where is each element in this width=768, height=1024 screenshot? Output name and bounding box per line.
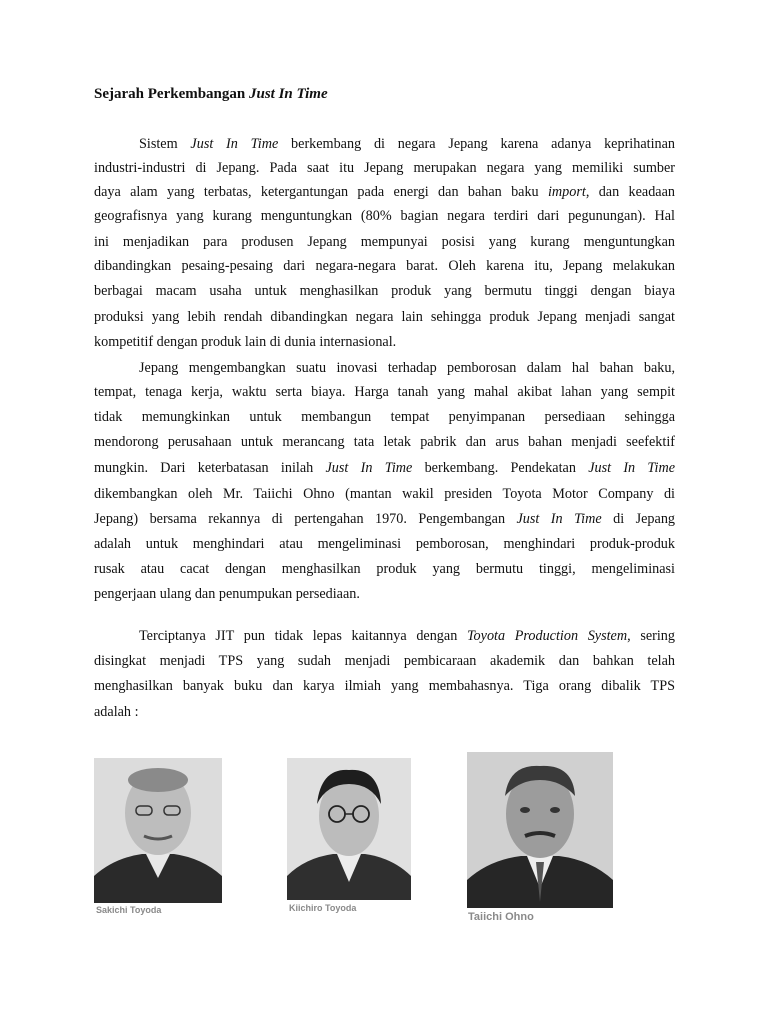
text-line <box>94 281 675 301</box>
text-line <box>94 534 675 554</box>
text-line <box>94 458 675 478</box>
heading-emphasis: Just In Time <box>249 86 328 102</box>
portrait-image <box>467 752 613 908</box>
text-segment: produksi yang lebih rendah dibandingkan negara lain sehingga produk Jepang menjadi sangat <box>94 309 675 325</box>
text-line <box>94 232 675 252</box>
portrait-image <box>287 758 411 900</box>
portrait-image <box>94 758 222 903</box>
text-segment: dibandingkan pesaing-pesaing dari negara-negara barat. Oleh karena itu, Jepang melakukan <box>94 258 675 274</box>
text-line <box>94 307 675 327</box>
text-line <box>94 484 675 504</box>
text-segment: disingkat menjadi TPS yang sudah menjadi pembicaraan akademik dan bahkan telah <box>94 653 675 669</box>
text-segment: Sistem <box>139 136 191 152</box>
text-line <box>94 332 675 352</box>
text-line <box>94 158 675 178</box>
text-segment: adalah untuk menghindari atau mengeliminasi pemborosan, menghindari produk-produk <box>94 536 675 552</box>
text-line <box>94 676 675 696</box>
text-line <box>94 651 675 671</box>
emphasis-text: Just In Time <box>190 136 279 152</box>
text-segment: di Jepang <box>601 511 676 527</box>
text-line <box>94 382 675 402</box>
emphasis-text: import <box>547 184 586 200</box>
text-segment: , dan keadaan <box>585 184 675 200</box>
photo-caption: Sakichi Toyoda <box>96 905 162 915</box>
text-segment: pengerjaan ulang dan penumpukan persediaan. <box>94 586 360 602</box>
text-segment: berbagai macam usaha untuk menghasilkan produk yang bermutu tinggi dengan biaya <box>94 283 675 299</box>
emphasis-text: Just In Time <box>588 460 676 476</box>
text-line <box>139 626 675 646</box>
text-line <box>94 559 675 579</box>
text-segment: , sering <box>627 628 675 644</box>
text-segment: tempat, tenaga kerja, waktu serta biaya. Harga tanah yang mahal akibat lahan yang sempit <box>94 384 675 400</box>
text-segment: mendorong perusahaan untuk merancang tata letak pabrik dan arus bahan menjadi seefektif <box>94 434 675 450</box>
text-segment: dikembangkan oleh Mr. Taiichi Ohno (mantan wakil presiden Toyota Motor Company di <box>94 486 675 502</box>
emphasis-text: Just In Time <box>325 460 413 476</box>
text-segment: berkembang. Pendekatan <box>412 460 589 476</box>
text-segment: daya alam yang terbatas, ketergantungan pada energi dan bahan baku <box>94 184 548 200</box>
heading-text: Sejarah Perkembangan <box>94 86 249 102</box>
text-line <box>94 702 675 722</box>
text-line <box>94 256 675 276</box>
text-segment: menghasilkan banyak buku dan karya ilmiah yang membahasnya. Tiga orang dibalik TPS <box>94 678 675 694</box>
document-heading <box>94 86 328 103</box>
text-segment: Jepang mengembangkan suatu inovasi terhadap pemborosan dalam hal bahan baku, <box>139 360 675 376</box>
text-segment: rusak atau cacat dengan menghasilkan produk yang bermutu tinggi, mengeliminasi <box>94 561 675 577</box>
text-segment: geografisnya yang kurang menguntungkan (80% bagian negara terdiri dari pegunungan). Hal <box>94 208 675 224</box>
text-segment: tidak memungkinkan untuk membangun tempat penyimpanan persediaan sehingga <box>94 409 675 425</box>
text-segment: mungkin. Dari keterbatasan inilah <box>94 460 326 476</box>
text-line <box>94 182 675 202</box>
emphasis-text: Just In Time <box>516 511 602 527</box>
photo-caption: Taiichi Ohno <box>468 911 534 923</box>
text-line <box>94 206 675 226</box>
text-line <box>94 407 675 427</box>
photo-caption: Kiichiro Toyoda <box>289 903 357 913</box>
text-segment: Terciptanya JIT pun tidak lepas kaitannya dengan <box>139 628 467 644</box>
text-segment: berkembang di negara Jepang karena adanya keprihatinan <box>278 136 675 152</box>
text-segment: kompetitif dengan produk lain di dunia internasional. <box>94 334 397 350</box>
text-segment: adalah : <box>94 704 139 720</box>
photo-kiichiro-toyoda <box>287 758 411 900</box>
photo-taiichi-ohno <box>467 752 613 908</box>
text-segment: Jepang) bersama rekannya di pertengahan 1970. Pengembangan <box>94 511 517 527</box>
photo-sakichi-toyoda <box>94 758 222 903</box>
text-segment: industri-industri di Jepang. Pada saat itu Jepang merupakan negara yang memiliki sumber <box>94 160 675 176</box>
text-line <box>94 432 675 452</box>
text-line <box>139 358 675 378</box>
text-segment: ini menjadikan para produsen Jepang mempunyai posisi yang kurang menguntungkan <box>94 234 675 250</box>
text-line <box>94 509 675 529</box>
text-line <box>139 134 675 154</box>
text-line <box>94 584 675 604</box>
emphasis-text: Toyota Production System <box>466 628 628 644</box>
